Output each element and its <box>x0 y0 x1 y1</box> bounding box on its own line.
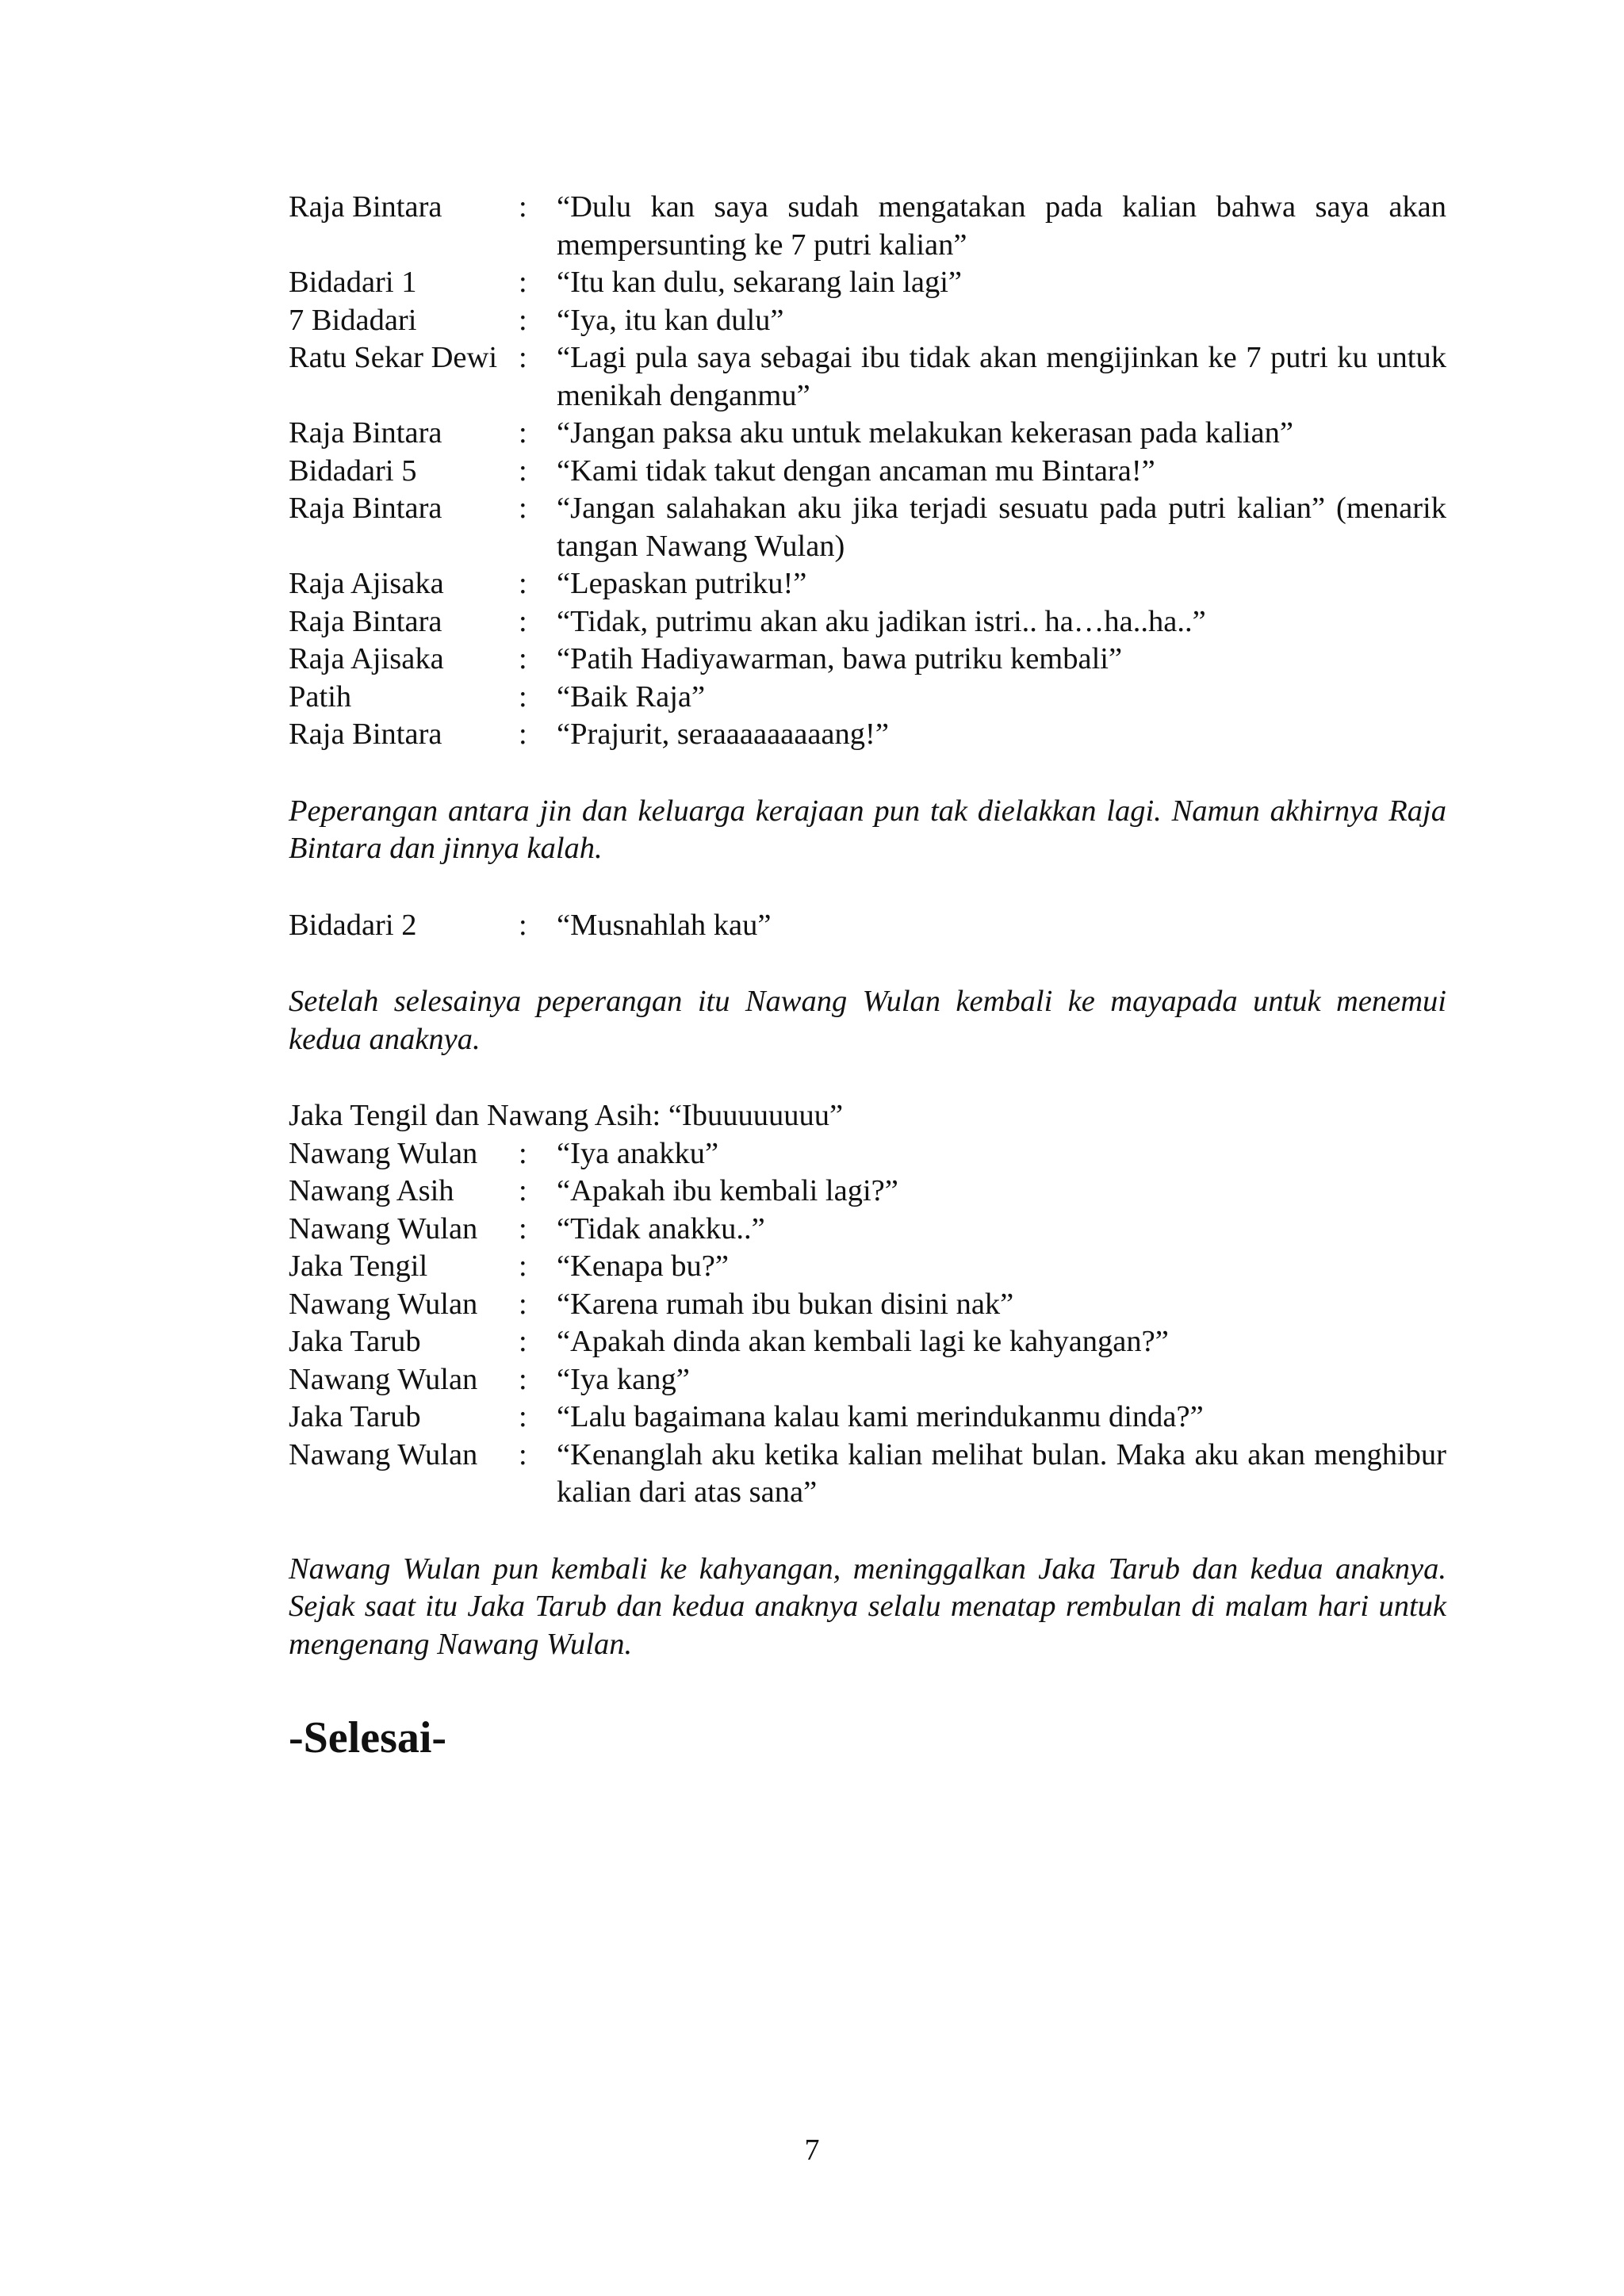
dialogue-line <box>289 679 1446 717</box>
dialogue-line <box>289 1286 1446 1324</box>
speaker-colon: : <box>519 190 527 224</box>
dialogue-line <box>289 716 1446 754</box>
dialogue-line <box>289 603 1446 641</box>
dialogue-line <box>289 641 1446 679</box>
speaker-name: Bidadari 5 <box>289 453 417 488</box>
dialogue-line <box>289 1135 1446 1173</box>
speaker-colon: : <box>519 908 527 942</box>
speaker-colon: : <box>519 718 527 751</box>
speaker-colon: : <box>519 266 527 299</box>
dialogue-line <box>289 302 1446 340</box>
dialogue-text: “Tidak, putrimu akan aku jadikan istri.. ha…ha..ha..” <box>557 604 1206 638</box>
dialogue-line <box>289 907 1446 945</box>
dialogue-block-2 <box>289 907 1446 945</box>
speaker-colon: : <box>519 341 527 374</box>
dialogue-line <box>289 1437 1446 1512</box>
stage-direction: Setelah selesainya peperangan itu Nawang Wulan kembali ke mayapada untuk menemui kedua anaknya. <box>289 985 1446 1056</box>
speaker-name: Raja Bintara <box>289 604 442 638</box>
speaker-colon: : <box>519 1400 527 1433</box>
speaker-colon: : <box>519 642 527 675</box>
dialogue-line <box>289 565 1446 603</box>
joint-dialogue-line: Jaka Tengil dan Nawang Asih: “Ibuuuuuuuu” <box>289 1099 844 1132</box>
dialogue-text: “Karena rumah ibu bukan disini nak” <box>557 1287 1014 1321</box>
speaker-name: Nawang Wulan <box>289 1362 478 1396</box>
speaker-name: Bidadari 2 <box>289 908 417 942</box>
dialogue-block-3 <box>289 1135 1446 1512</box>
speaker-name: Nawang Asih <box>289 1174 454 1207</box>
speaker-colon: : <box>519 679 527 714</box>
dialogue-text: “Patih Hadiyawarman, bawa putriku kembali” <box>557 642 1123 675</box>
speaker-name: Nawang Wulan <box>289 1211 478 1246</box>
closing-title: -Selesai- <box>289 1713 447 1762</box>
dialogue-text: “Lepaskan putriku!” <box>557 567 807 600</box>
paragraph-spacer <box>289 754 1446 793</box>
speaker-name: Raja Bintara <box>289 416 442 450</box>
dialogue-text: “Iya kang” <box>557 1362 690 1396</box>
dialogue-line <box>289 1211 1446 1249</box>
dialogue-text: “Iya, itu kan dulu” <box>557 303 784 337</box>
dialogue-text: “Kenanglah aku ketika kalian melihat bulan. Maka aku akan menghibur kalian dari atas sana” <box>557 1437 1446 1509</box>
speaker-name: Raja Bintara <box>289 190 442 224</box>
dialogue-line <box>289 1173 1446 1211</box>
dialogue-text: “Musnahlah kau” <box>557 908 772 942</box>
dialogue-block-1 <box>289 189 1446 754</box>
page-content <box>289 189 1446 1663</box>
speaker-name: Nawang Wulan <box>289 1136 478 1170</box>
dialogue-line <box>289 1399 1446 1437</box>
speaker-name: Ratu Sekar Dewi <box>289 341 498 374</box>
speaker-name: Nawang Wulan <box>289 1437 478 1471</box>
speaker-colon: : <box>519 303 527 337</box>
speaker-name: Raja Bintara <box>289 492 442 525</box>
page-number: 7 <box>804 2133 820 2167</box>
dialogue-text: “Kenapa bu?” <box>557 1249 729 1283</box>
dialogue-text: “Apakah dinda akan kembali lagi ke kahyangan?” <box>557 1325 1169 1358</box>
stage-direction: Peperangan antara jin dan keluarga kerajaan pun tak dielakkan lagi. Namun akhirnya Raja Bintara dan jinnya kalah. <box>289 794 1446 865</box>
speaker-colon: : <box>519 1249 527 1283</box>
speaker-name: Bidadari 1 <box>289 266 417 299</box>
dialogue-line <box>289 453 1446 491</box>
speaker-name: Patih <box>289 679 352 714</box>
dialogue-line <box>289 1248 1446 1286</box>
stage-direction: Nawang Wulan pun kembali ke kahyangan, meninggalkan Jaka Tarub dan kedua anaknya. Sejak saat itu Jaka Tarub dan kedua anaknya selalu menatap rembulan di malam hari untuk mengenang Nawang Wulan. <box>289 1552 1446 1661</box>
speaker-colon: : <box>519 1287 527 1321</box>
dialogue-text: “Tidak anakku..” <box>557 1211 765 1246</box>
speaker-name: Raja Ajisaka <box>289 642 444 675</box>
speaker-colon: : <box>519 416 527 450</box>
dialogue-text: “Lagi pula saya sebagai ibu tidak akan mengijinkan ke 7 putri ku untuk menikah denganmu” <box>557 341 1446 412</box>
speaker-colon: : <box>519 1437 527 1471</box>
dialogue-text: “Jangan paksa aku untuk melakukan kekerasan pada kalian” <box>557 416 1293 450</box>
paragraph-spacer <box>289 1512 1446 1551</box>
dialogue-text: “Itu kan dulu, sekarang lain lagi” <box>557 266 963 299</box>
dialogue-line <box>289 339 1446 415</box>
dialogue-line <box>289 490 1446 565</box>
dialogue-text: “Iya anakku” <box>557 1136 719 1170</box>
dialogue-line <box>289 415 1446 453</box>
speaker-colon: : <box>519 453 527 488</box>
speaker-name: Raja Ajisaka <box>289 567 444 600</box>
dialogue-text: “Lalu bagaimana kalau kami merindukanmu dinda?” <box>557 1400 1204 1433</box>
speaker-name: Jaka Tengil <box>289 1249 428 1283</box>
speaker-colon: : <box>519 492 527 525</box>
dialogue-text: “Jangan salahakan aku jika terjadi sesuatu pada putri kalian” (menarik tangan Nawang Wulan) <box>557 492 1446 563</box>
speaker-colon: : <box>519 1362 527 1396</box>
speaker-name: Raja Bintara <box>289 718 442 751</box>
speaker-name: Jaka Tarub <box>289 1400 421 1433</box>
paragraph-spacer <box>289 944 1446 983</box>
speaker-colon: : <box>519 1325 527 1358</box>
speaker-colon: : <box>519 1136 527 1170</box>
dialogue-line <box>289 189 1446 264</box>
speaker-name: 7 Bidadari <box>289 303 417 337</box>
dialogue-text: “Baik Raja” <box>557 679 706 714</box>
speaker-colon: : <box>519 567 527 600</box>
dialogue-line <box>289 1323 1446 1361</box>
dialogue-text: “Apakah ibu kembali lagi?” <box>557 1174 898 1207</box>
paragraph-spacer <box>289 1058 1446 1097</box>
speaker-colon: : <box>519 1174 527 1207</box>
speaker-name: Jaka Tarub <box>289 1325 421 1358</box>
paragraph-spacer <box>289 868 1446 907</box>
dialogue-line <box>289 1361 1446 1399</box>
speaker-colon: : <box>519 604 527 638</box>
speaker-colon: : <box>519 1211 527 1246</box>
dialogue-text: “Kami tidak takut dengan ancaman mu Bintara!” <box>557 453 1155 488</box>
dialogue-text: “Prajurit, seraaaaaaaaang!” <box>557 718 889 751</box>
dialogue-line <box>289 264 1446 302</box>
speaker-name: Nawang Wulan <box>289 1287 478 1321</box>
dialogue-text: “Dulu kan saya sudah mengatakan pada kalian bahwa saya akan mempersunting ke 7 putri kalian” <box>557 190 1446 262</box>
